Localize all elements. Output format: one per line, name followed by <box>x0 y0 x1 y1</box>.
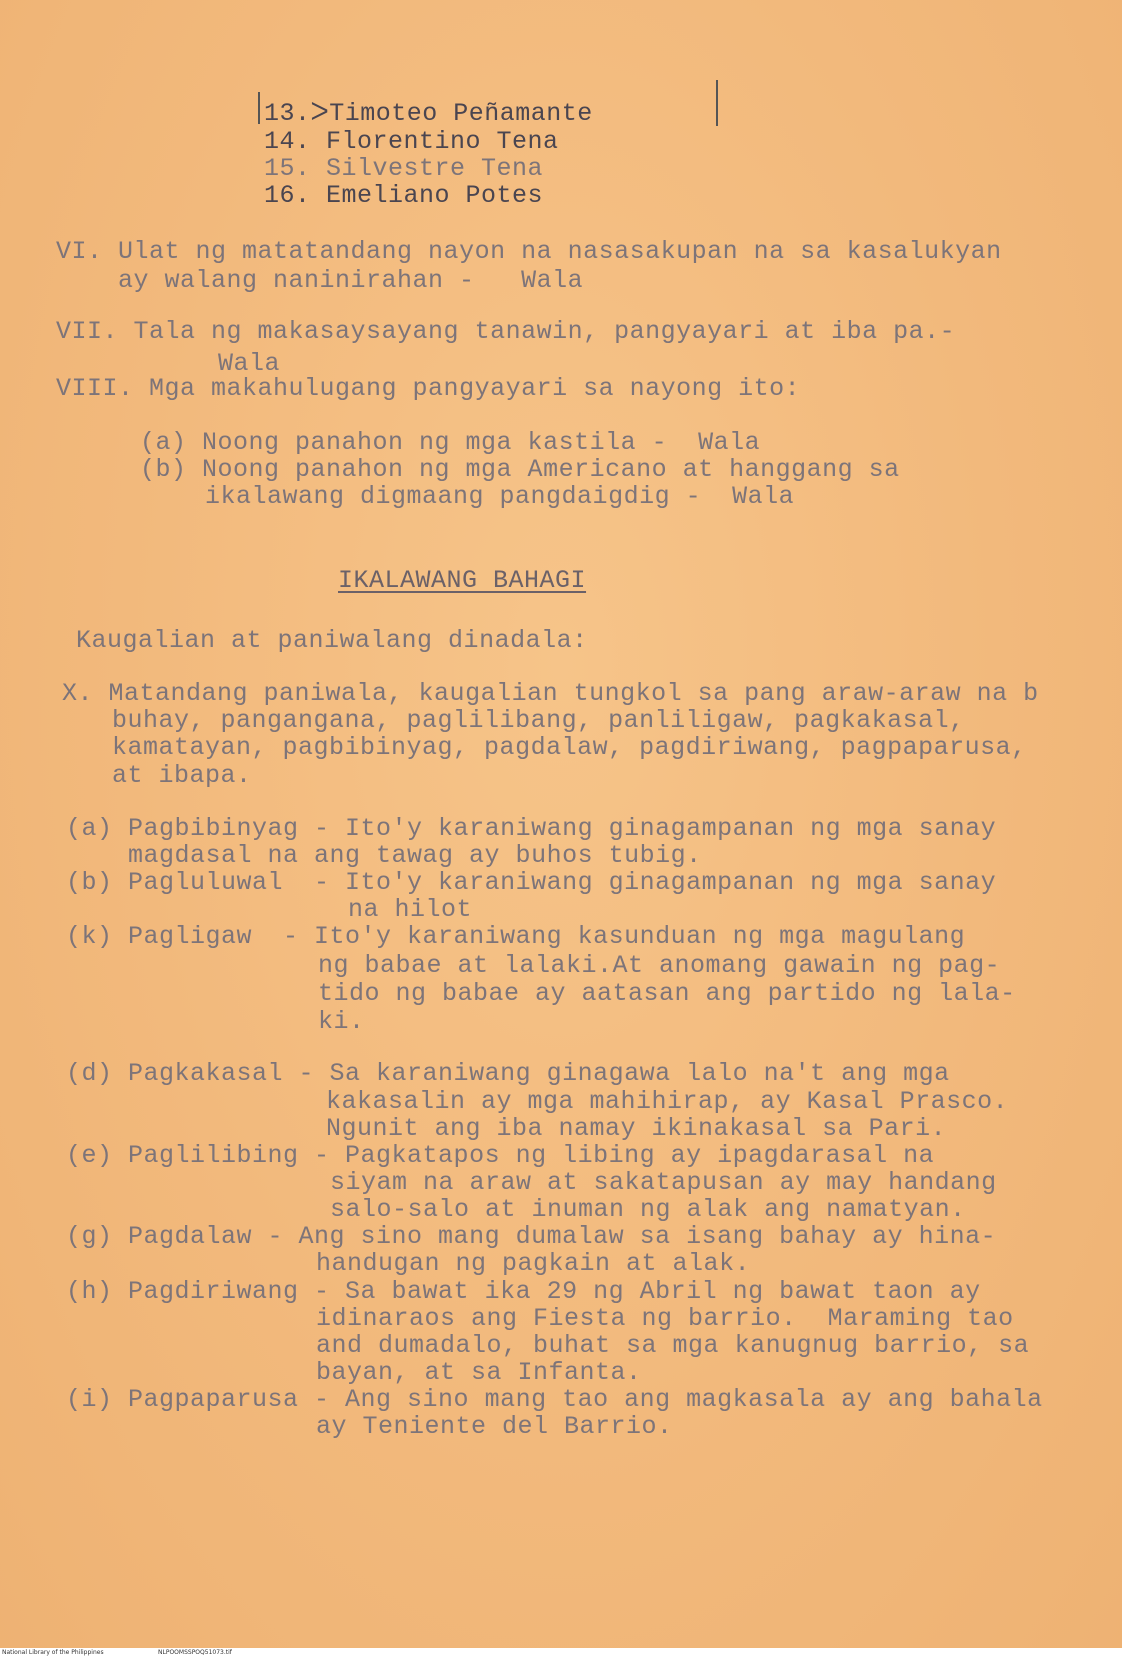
intro-text: Kaugalian at paniwalang dinadala: <box>76 626 588 655</box>
scan-footer <box>0 1648 1122 1658</box>
pen-mark-left <box>258 92 260 124</box>
section-viii-line1: VIII. Mga makahulugang pangyayari sa nayong ito: <box>56 374 801 403</box>
item-a-line2: magdasal na ang tawag ay buhos tubig. <box>128 841 702 870</box>
item-i-line2: ay Teniente del Barrio. <box>316 1412 673 1441</box>
item-e-line3: salo-salo at inuman ng alak ang namatyan. <box>330 1195 966 1224</box>
section-x-line3: kamatayan, pagbibinyag, pagdalaw, pagdiriwang, pagpaparusa, <box>112 733 1027 762</box>
item-e-line1: (e) Paglilibing - Pagkatapos ng libing ay ipagdarasal na <box>66 1141 935 1170</box>
item-b-line1: (b) Pagluluwal - Ito'y karaniwang ginagampanan ng mga sanay <box>66 868 997 897</box>
name-item-13: 13.ᐳTimoteo Peñamante <box>264 99 593 128</box>
item-i-line1: (i) Pagpaparusa - Ang sino mang tao ang magkasala ay ang bahala <box>66 1385 1043 1414</box>
name-item-14: 14. Florentino Tena <box>264 127 559 156</box>
section-x-line4: at ibapa. <box>112 761 252 790</box>
item-k-line4: ki. <box>318 1007 365 1036</box>
item-k-line3: tido ng babae ay aatasan ang partido ng lala- <box>318 979 1016 1008</box>
section-viii-b2: ikalawang digmaang pangdaigdig - Wala <box>205 482 795 511</box>
item-a-line1: (a) Pagbibinyag - Ito'y karaniwang ginagampanan ng mga sanay <box>66 814 997 843</box>
item-d-line3: Ngunit ang iba namay ikinakasal sa Pari. <box>326 1114 947 1143</box>
item-g-line1: (g) Pagdalaw - Ang sino mang dumalaw sa isang bahay ay hina- <box>66 1222 997 1251</box>
section-vi-line2: ay walang naninirahan - Wala <box>118 266 584 295</box>
name-item-16: 16. Emeliano Potes <box>264 181 544 210</box>
item-e-line2: siyam na araw at sakatapusan ay may handang <box>330 1168 997 1197</box>
item-h-line1: (h) Pagdiriwang - Sa bawat ika 29 ng Abril ng bawat taon ay <box>66 1277 981 1306</box>
item-k-line1: (k) Pagligaw - Ito'y karaniwang kasunduan ng mga magulang <box>66 922 966 951</box>
section-vii-line2: Wala <box>218 349 281 378</box>
item-k-line2: ng babae at lalaki.At anomang gawain ng pag- <box>318 951 1001 980</box>
item-h-line2: idinaraos ang Fiesta ng barrio. Maraming tao <box>316 1304 1014 1333</box>
section-vii-line1: VII. Tala ng makasaysayang tanawin, pangyayari at iba pa.- <box>56 317 956 346</box>
item-g-line2: handugan ng pagkain at alak. <box>316 1249 751 1278</box>
item-d-line1: (d) Pagkakasal - Sa karaniwang ginagawa lalo na't ang mga <box>66 1059 950 1088</box>
item-h-line4: bayan, at sa Infanta. <box>316 1358 642 1387</box>
item-h-line3: and dumadalo, buhat sa mga kanugnug barrio, sa <box>316 1331 1030 1360</box>
footer-library-name: National Library of the Philippines <box>2 1649 104 1656</box>
item-b-line2: na hilot <box>348 895 473 924</box>
part-heading: IKALAWANG BAHAGI <box>338 566 587 595</box>
section-x-line1: X. Matandang paniwala, kaugalian tungkol sa pang araw-araw na b <box>62 679 1039 708</box>
section-vi-line1: VI. Ulat ng matatandang nayon na nasasakupan na sa kasalukyan <box>56 237 1002 266</box>
item-d-line2: kakasalin ay mga mahihirap, ay Kasal Prasco. <box>326 1087 1009 1116</box>
name-item-15: 15. Silvestre Tena <box>264 154 544 183</box>
pen-mark-right <box>716 80 718 126</box>
section-viii-a: (a) Noong panahon ng mga kastila - Wala <box>140 428 761 457</box>
section-viii-b1: (b) Noong panahon ng mga Americano at hanggang sa <box>140 455 900 484</box>
section-x-line2: buhay, pangangana, paglilibang, panliligaw, pagkakasal, <box>112 706 965 735</box>
footer-file-name: NLPOOMSSPOQ51073.tif <box>158 1649 232 1656</box>
